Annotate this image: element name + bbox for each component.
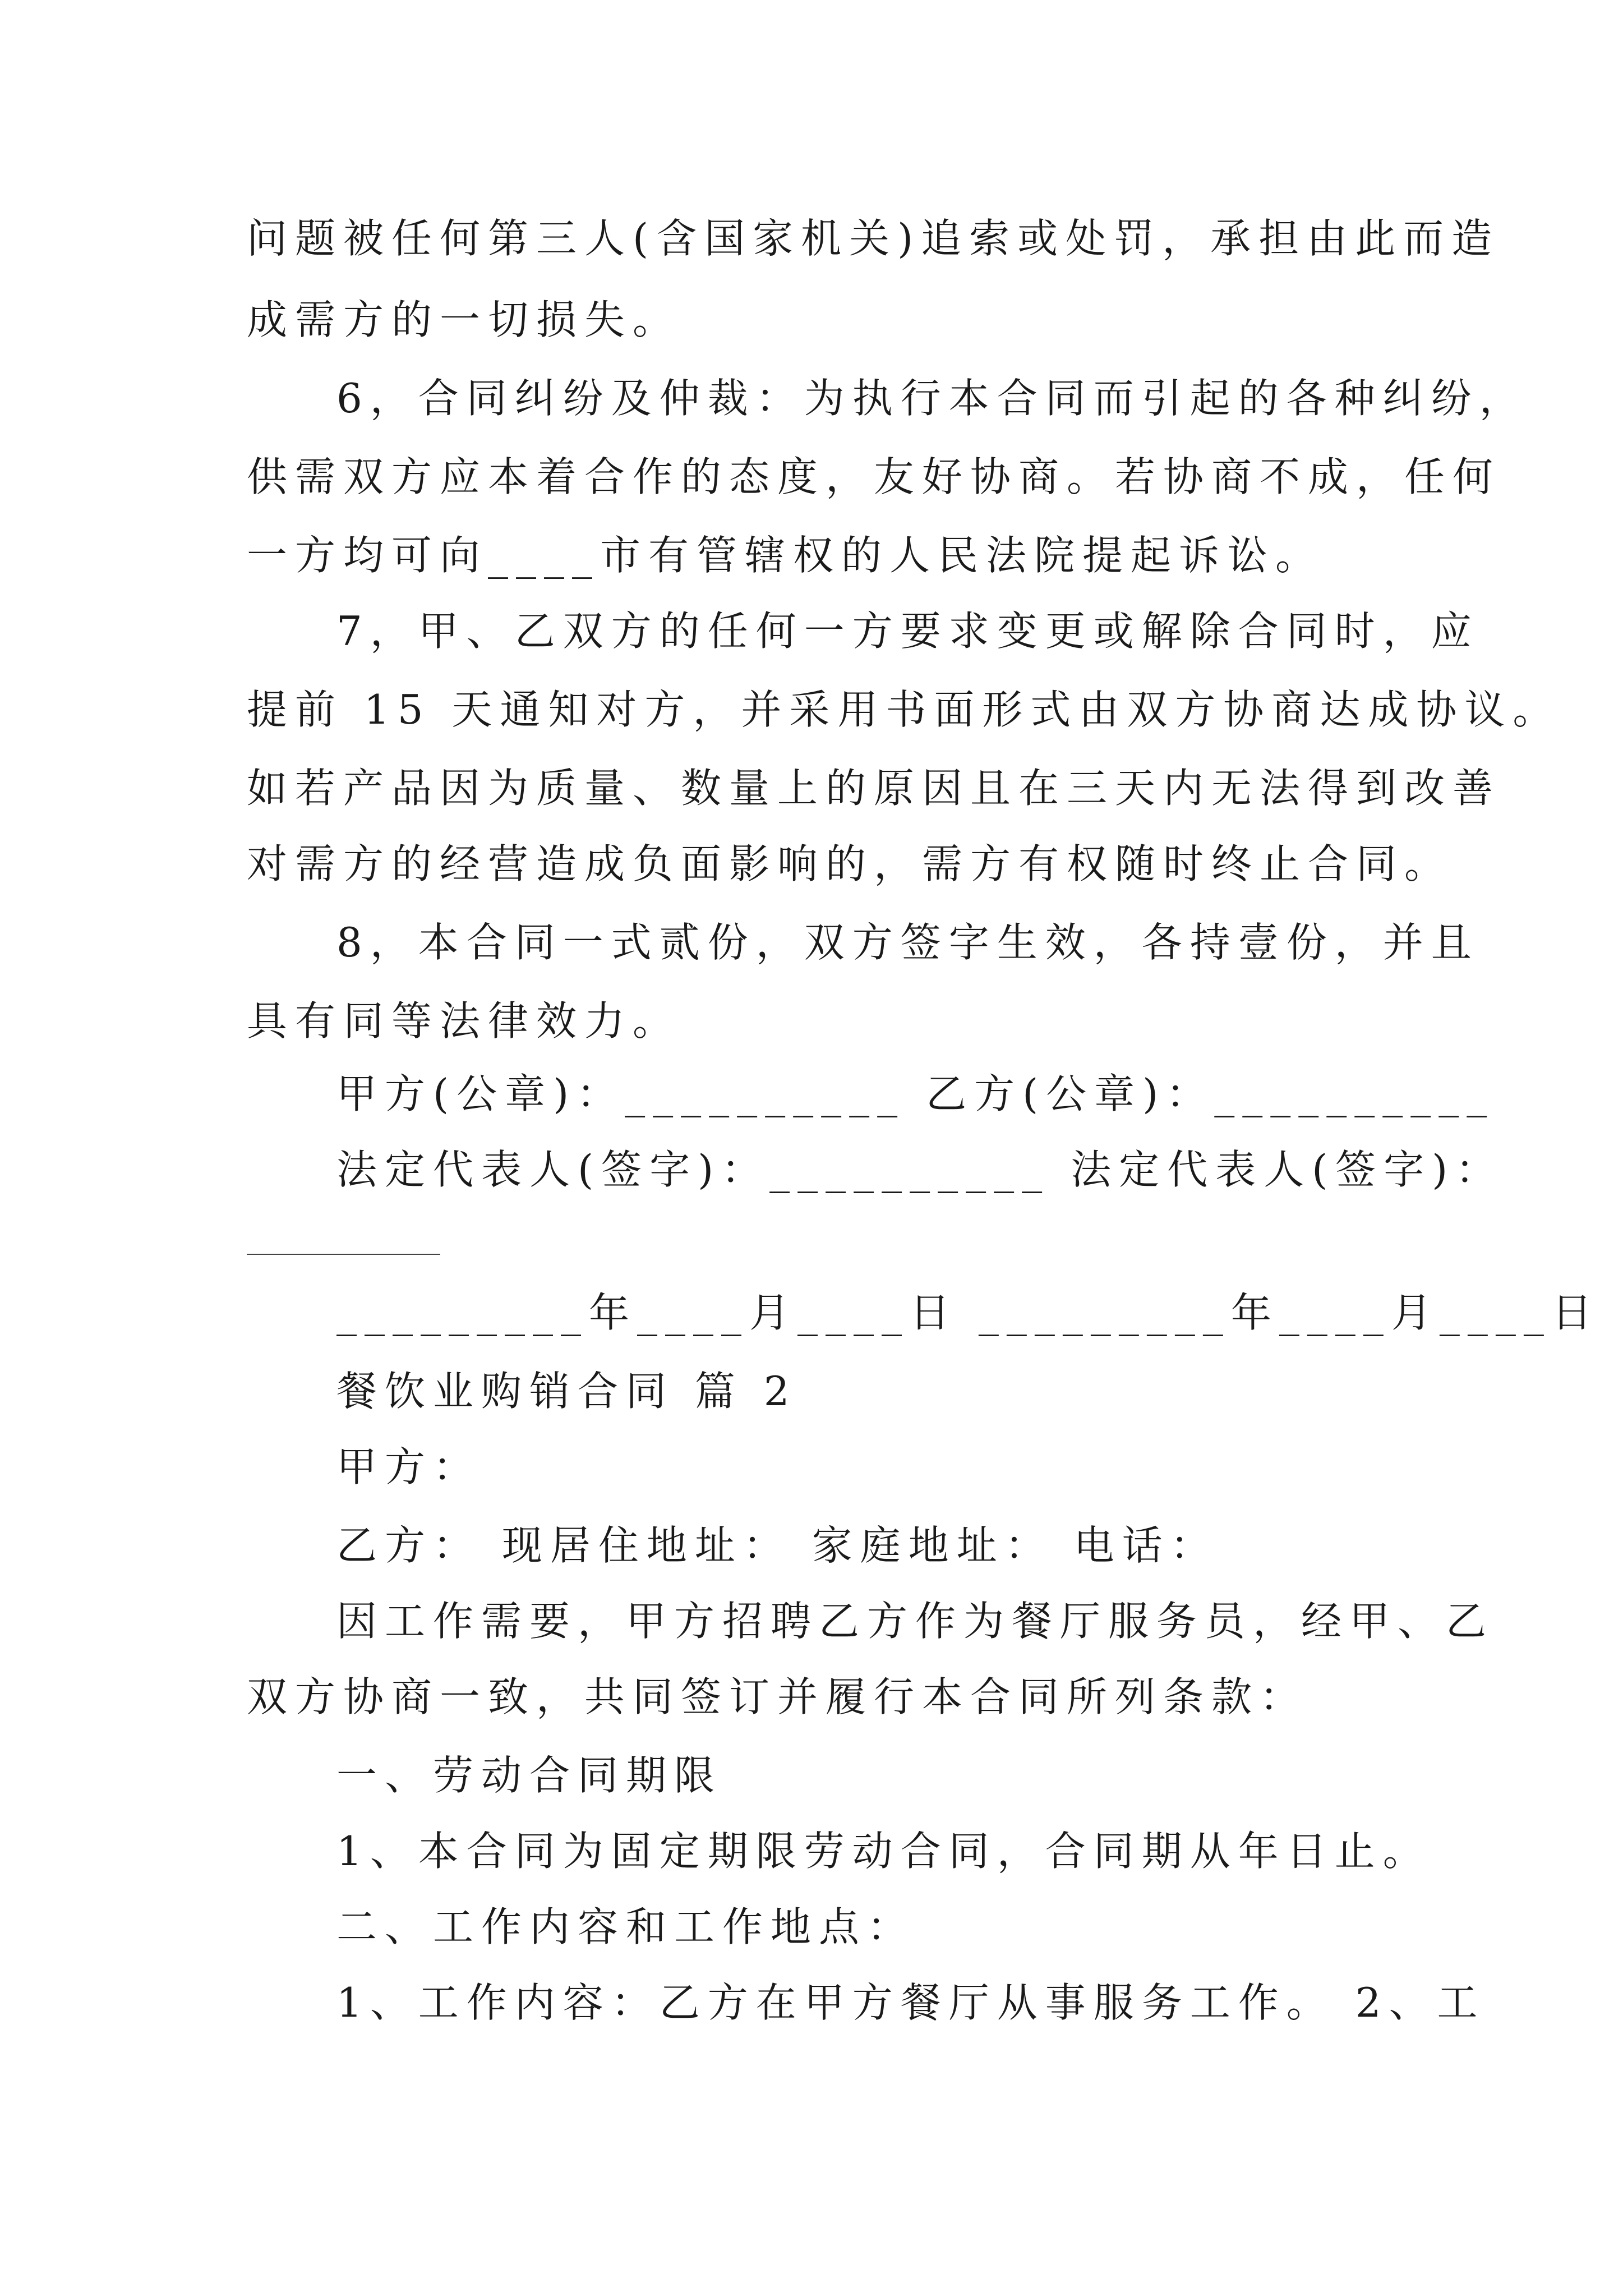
- section-title: 餐饮业购销合同 篇 2: [336, 1368, 797, 1415]
- signature-representative-line: 法定代表人(签字)：__________ 法定代表人(签字)：: [336, 1146, 1504, 1193]
- body-line: 对需方的经营造成负面影响的，需方有权随时终止合同。: [247, 840, 1453, 887]
- signature-date-line: _________年____月____日 _________年____月____日: [336, 1289, 1600, 1336]
- intro-line: 双方协商一致，共同签订并履行本合同所列条款：: [247, 1673, 1308, 1720]
- signature-blank: [247, 1254, 440, 1255]
- body-line: 6，合同纠纷及仲裁：为执行本合同而引起的各种纠纷，: [336, 375, 1528, 422]
- body-line: 成需方的一切损失。: [247, 296, 681, 343]
- clause-line: 1、本合同为固定期限劳动合同，合同期从年日止。: [336, 1828, 1431, 1875]
- body-line: 提前 15 天通知对方，并采用书面形式由双方协商达成协议。: [247, 686, 1561, 733]
- body-line: 8，本合同一式贰份，双方签字生效，各持壹份，并且: [336, 919, 1479, 966]
- intro-line: 因工作需要，甲方招聘乙方作为餐厅服务员，经甲、乙: [336, 1598, 1495, 1645]
- body-line: 问题被任何第三人(含国家机关)追索或处罚，承担由此而造: [247, 215, 1500, 262]
- body-line: 如若产品因为质量、数量上的原因且在三天内无法得到改善: [247, 765, 1501, 812]
- clause-line: 1、工作内容：乙方在甲方餐厅从事服务工作。 2、工: [336, 1979, 1486, 2026]
- body-line: 具有同等法律效力。: [247, 997, 681, 1045]
- party-b-line: 乙方： 现居住地址： 家庭地址： 电话：: [336, 1522, 1219, 1569]
- section-heading: 二、工作内容和工作地点：: [336, 1903, 916, 1950]
- body-line: 供需双方应本着合作的态度，友好协商。若协商不成，任何: [247, 453, 1501, 500]
- section-heading: 一、劳动合同期限: [336, 1752, 723, 1799]
- body-line: 一方均可向____市有管辖权的人民法院提起诉讼。: [247, 532, 1324, 579]
- party-a-line: 甲方：: [336, 1443, 482, 1490]
- signature-party-line: 甲方(公章)：__________ 乙方(公章)：__________: [336, 1070, 1495, 1117]
- body-line: 7，甲、乙双方的任何一方要求变更或解除合同时，应: [336, 608, 1479, 655]
